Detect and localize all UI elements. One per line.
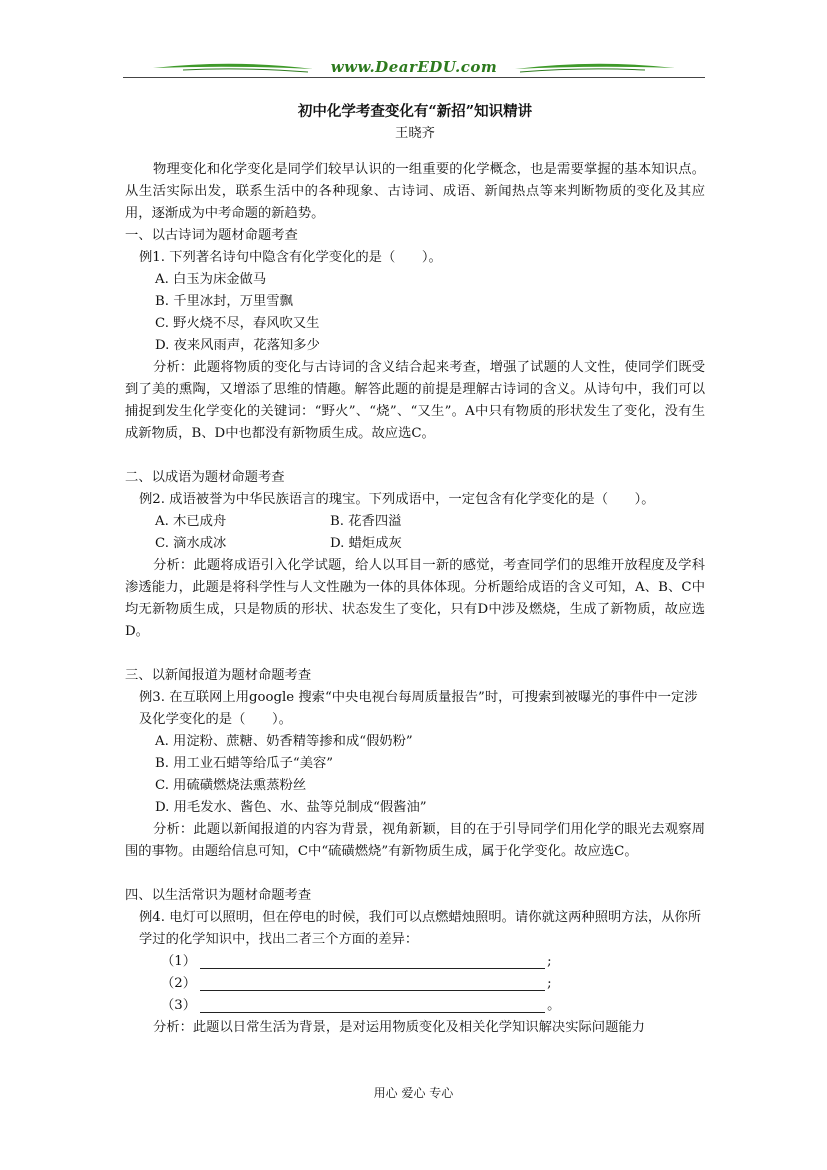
answer-underline[interactable] — [200, 997, 545, 1013]
document-author: 王晓齐 — [395, 126, 435, 141]
section-heading: 二、以成语为题材命题考查 — [125, 470, 285, 485]
blank-label: （2） — [161, 976, 197, 991]
option-a: A. 木已成舟 — [155, 514, 227, 529]
question-text: 例2. 成语被誉为中华民族语言的瑰宝。下列成语中，一定包含有化学变化的是（ ）。 — [139, 492, 655, 507]
intro-paragraph: 物理变化和化学变化是同学们较早认识的一组重要的化学概念，也是需要掌握的基本知识点。从生活实际出发，联系生活中的各种现象、古诗词、成语、新闻热点等来判断物质的变化及其应用，逐渐成为中考命题的新趋势。 — [125, 162, 705, 221]
page-footer: 用心 爱心 专心 — [373, 1086, 454, 1100]
site-name[interactable]: www.DearEDU.com — [330, 58, 498, 76]
answer-blank-2 — [125, 973, 705, 995]
option-row — [125, 511, 705, 533]
option-d: D. 夜来风雨声，花落知多少 — [155, 338, 320, 353]
blank-label: （1） — [161, 954, 197, 969]
section-3 — [125, 665, 705, 863]
option-c: C. 用硫磺燃烧法熏蒸粉丝 — [155, 778, 307, 793]
option-c: C. 滴水成冰 — [155, 536, 227, 551]
option-d: D. 用毛发水、酱色、水、盐等兑制成“假酱油” — [155, 800, 427, 815]
blank-end: ; — [547, 954, 552, 969]
spacer — [125, 863, 705, 885]
document-title: 初中化学考查变化有“新招”知识精讲 — [297, 103, 533, 120]
option-d: D. 蜡炬成灰 — [330, 536, 402, 551]
section-2 — [125, 467, 705, 643]
question-text: 例1. 下列著名诗句中隐含有化学变化的是（ ）。 — [139, 250, 442, 265]
option-b: B. 千里冰封，万里雪飘 — [155, 294, 293, 309]
spacer — [125, 445, 705, 467]
document-body — [125, 98, 705, 1039]
analysis-text: 分析：此题以日常生活为背景，是对运用物质变化及相关化学知识解决实际问题能力 — [153, 1020, 645, 1035]
section-heading: 四、以生活常识为题材命题考查 — [125, 888, 312, 903]
answer-underline[interactable] — [200, 953, 545, 969]
blank-end: 。 — [547, 998, 561, 1013]
header-divider — [123, 77, 705, 78]
analysis-text: 分析：此题将成语引入化学试题，给人以耳目一新的感觉，考查同学们的思维开放程度及学科渗透能力，此题是将科学性与人文性融为一体的具体体现。分析题给成语的含义可知，A、B、C中均无新物质生成，只是物质的形状、状态发生了变化，只有D中涉及燃烧，生成了新物质，故应选D。 — [125, 558, 705, 639]
option-b: B. 用工业石蜡等给瓜子“美容” — [155, 756, 334, 771]
question-text: 例3. 在互联网上用google 搜索“中央电视台每周质量报告”时，可搜索到被曝光的事件中一定涉及化学变化的是（ ）。 — [139, 690, 698, 727]
spacer — [125, 643, 705, 665]
section-heading: 三、以新闻报道为题材命题考查 — [125, 668, 312, 683]
answer-underline[interactable] — [200, 975, 545, 991]
answer-blank-3 — [125, 995, 705, 1017]
option-a: A. 用淀粉、蔗糖、奶香精等掺和成“假奶粉” — [155, 734, 413, 749]
option-c: C. 野火烧不尽，春风吹又生 — [155, 316, 320, 331]
site-header — [123, 56, 705, 86]
option-row — [125, 533, 705, 555]
section-1 — [125, 225, 705, 445]
blank-label: （3） — [161, 998, 197, 1013]
section-4 — [125, 885, 705, 1039]
analysis-text: 分析：此题以新闻报道的内容为背景，视角新颖，目的在于引导同学们用化学的眼光去观察周围的事物。由题给信息可知，C中“硫磺燃烧”有新物质生成，属于化学变化。故应选C。 — [125, 822, 705, 859]
option-a: A. 白玉为床金做马 — [155, 272, 267, 287]
analysis-text: 分析：此题将物质的变化与古诗词的含义结合起来考查，增强了试题的人文性，使同学们既受到了美的熏陶，又增添了思维的情趣。解答此题的前提是理解古诗词的含义。从诗句中，我们可以捕捉到发生化学变化的关键词：“野火”、“烧”、“又生”。A中只有物质的形状发生了变化，没有生成新物质，B、D中也都没有新物质生成。故应选C。 — [125, 360, 705, 441]
option-b: B. 花香四溢 — [330, 514, 402, 529]
blank-end: ; — [547, 976, 552, 991]
question-text: 例4. 电灯可以照明，但在停电的时候，我们可以点燃蜡烛照明。请你就这两种照明方法，从你所学过的化学知识中，找出二者三个方面的差异： — [139, 910, 702, 947]
section-heading: 一、以古诗词为题材命题考查 — [125, 228, 298, 243]
answer-blank-1 — [125, 951, 705, 973]
